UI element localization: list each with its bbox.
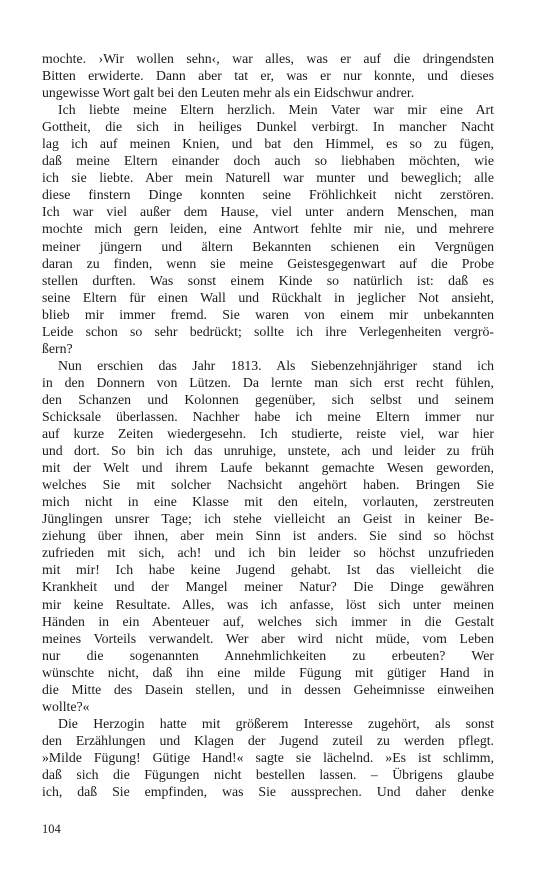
- text-line: den Schanzen und Kolonnen gegenüber, sich selbst und seinem: [42, 391, 494, 407]
- text-line: mochte mich gern leiden, eine Antwort fehlte mir nie, und mehrere: [42, 221, 494, 237]
- text-line: Jünglingen unsrer Tage; ich stehe vielleicht an Geist in keiner Be-: [42, 511, 494, 527]
- text-line: ich sie liebte. Aber mein Naturell war munter und beweglich; alle: [42, 170, 494, 186]
- page-number: 104: [42, 822, 61, 836]
- text-line: mir keine Resultate. Alles, was ich anfasse, löst sich unter meinen: [42, 596, 494, 612]
- text-line: ßern?: [42, 340, 73, 356]
- text-line: lag ich auf meinen Knien, und bat den Himmel, es so zu fügen,: [42, 136, 494, 152]
- paragraph: [42, 50, 494, 101]
- text-line: und dort. So bin ich das unruhige, unstete, ach und leider zu früh: [42, 443, 494, 459]
- text-line: Ich liebte meine Eltern herzlich. Mein Vater war mir eine Art: [58, 102, 494, 118]
- text-line: welches Sie mit solcher Nachsicht angehört haben. Bringen Sie: [42, 477, 494, 493]
- text-line: zufrieden mit sich, ach! und ich bin leider so höchst unzufrieden: [42, 545, 494, 561]
- text-line: Ich war viel außer dem Hause, viel unter andern Menschen, man: [42, 204, 494, 220]
- text-line: auf kurze Zeiten wiedergesehn. Ich studierte, reiste viel, war hier: [42, 426, 494, 442]
- text-line: »Milde Fügung! Gütige Hand!« sagte sie lächelnd. »Es ist schlimm,: [42, 749, 494, 765]
- text-line: daß sich die Fügungen nicht bestellen lassen. – Übrigens glaube: [42, 766, 494, 782]
- text-line: Schicksale überlassen. Nachher habe ich meine Eltern immer nur: [42, 408, 494, 424]
- text-line: diese finstern Dinge konnten seine Fröhlichkeit nicht zerstören.: [42, 187, 494, 203]
- text-line: mit mir! Ich habe keine Jugend gehabt. Ist das vielleicht die: [42, 562, 494, 578]
- text-line: Krankheit und der Mangel meiner Natur? Die Dinge gewähren: [42, 579, 494, 595]
- text-line: wünschte nicht, daß ihn eine milde Fügung mit gütiger Hand in: [42, 664, 494, 680]
- text-line: mit der Welt und ihrem Laufe bekannt gemachte Wesen geworden,: [42, 460, 494, 476]
- text-line: daran zu finden, wenn sie meine Geistesgegenwart auf die Probe: [42, 255, 494, 271]
- text-line: meiner jüngern und ältern Bekannten schienen ein Vergnügen: [42, 238, 494, 254]
- text-line: die Mitte des Dasein stellen, und in dessen Geheimnisse einweihen: [42, 681, 494, 697]
- text-line: ich, daß Sie empfinden, was Sie aussprechen. Und daher denke: [42, 784, 494, 800]
- text-line: blieb mir immer fremd. Sie waren von einem mir unbekannten: [42, 306, 494, 322]
- text-line: Gottheit, die sich in heiliges Dunkel verbirgt. In mancher Nacht: [42, 119, 494, 135]
- paragraph: [42, 715, 494, 800]
- text-line: ziehung über ihnen, aber mein Sinn ist anders. Sie sind so höchst: [42, 528, 494, 544]
- text-line: Leide schon so sehr bedrückt; sollte ich ihre Verlegenheiten vergrö-: [42, 323, 494, 339]
- text-line: wollte?«: [42, 698, 90, 714]
- paragraph: [42, 357, 494, 715]
- text-line: seine Eltern für einen Wall und Rückhalt in jeglicher Not ansieht,: [42, 289, 494, 305]
- text-line: Nun erschien das Jahr 1813. Als Siebenzehnjähriger stand ich: [58, 357, 494, 373]
- text-line: Bitten erwiderte. Dann aber tat er, was er nur konnte, und dieses: [42, 68, 494, 84]
- text-line: mochte. ›Wir wollen sehn‹, war alles, was er auf die dringendsten: [42, 51, 494, 66]
- text-line: stellen durften. Was sonst einem Kinde so natürlich ist: daß es: [42, 272, 494, 288]
- text-line: daß meine Eltern einander doch auch so liebhaben möchten, wie: [42, 153, 494, 169]
- text-line: Händen in ein Abenteuer auf, welches sich immer in die Gestalt: [42, 613, 494, 629]
- text-line: meines Vorteils verwandelt. Wer aber wird nicht müde, vom Leben: [42, 630, 494, 646]
- text-line: den Erzählungen und Klagen der Jugend zuteil zu werden pflegt.: [42, 732, 494, 748]
- text-line: mich nicht in eine Klasse mit den eiteln, vorlauten, zerstreuten: [42, 494, 494, 510]
- text-line: ungewisse Wort galt bei den Leuten mehr als ein Eidschwur andrer.: [42, 85, 415, 101]
- text-line: Die Herzogin hatte mit größerem Interesse zugehört, als sonst: [58, 715, 494, 731]
- page-body: [42, 50, 494, 800]
- text-line: nur die sogenannten Annehmlichkeiten zu erbeuten? Wer: [42, 647, 494, 663]
- text-line: in den Donnern von Lützen. Da lernte man sich erst recht fühlen,: [42, 374, 494, 390]
- paragraph: [42, 101, 494, 357]
